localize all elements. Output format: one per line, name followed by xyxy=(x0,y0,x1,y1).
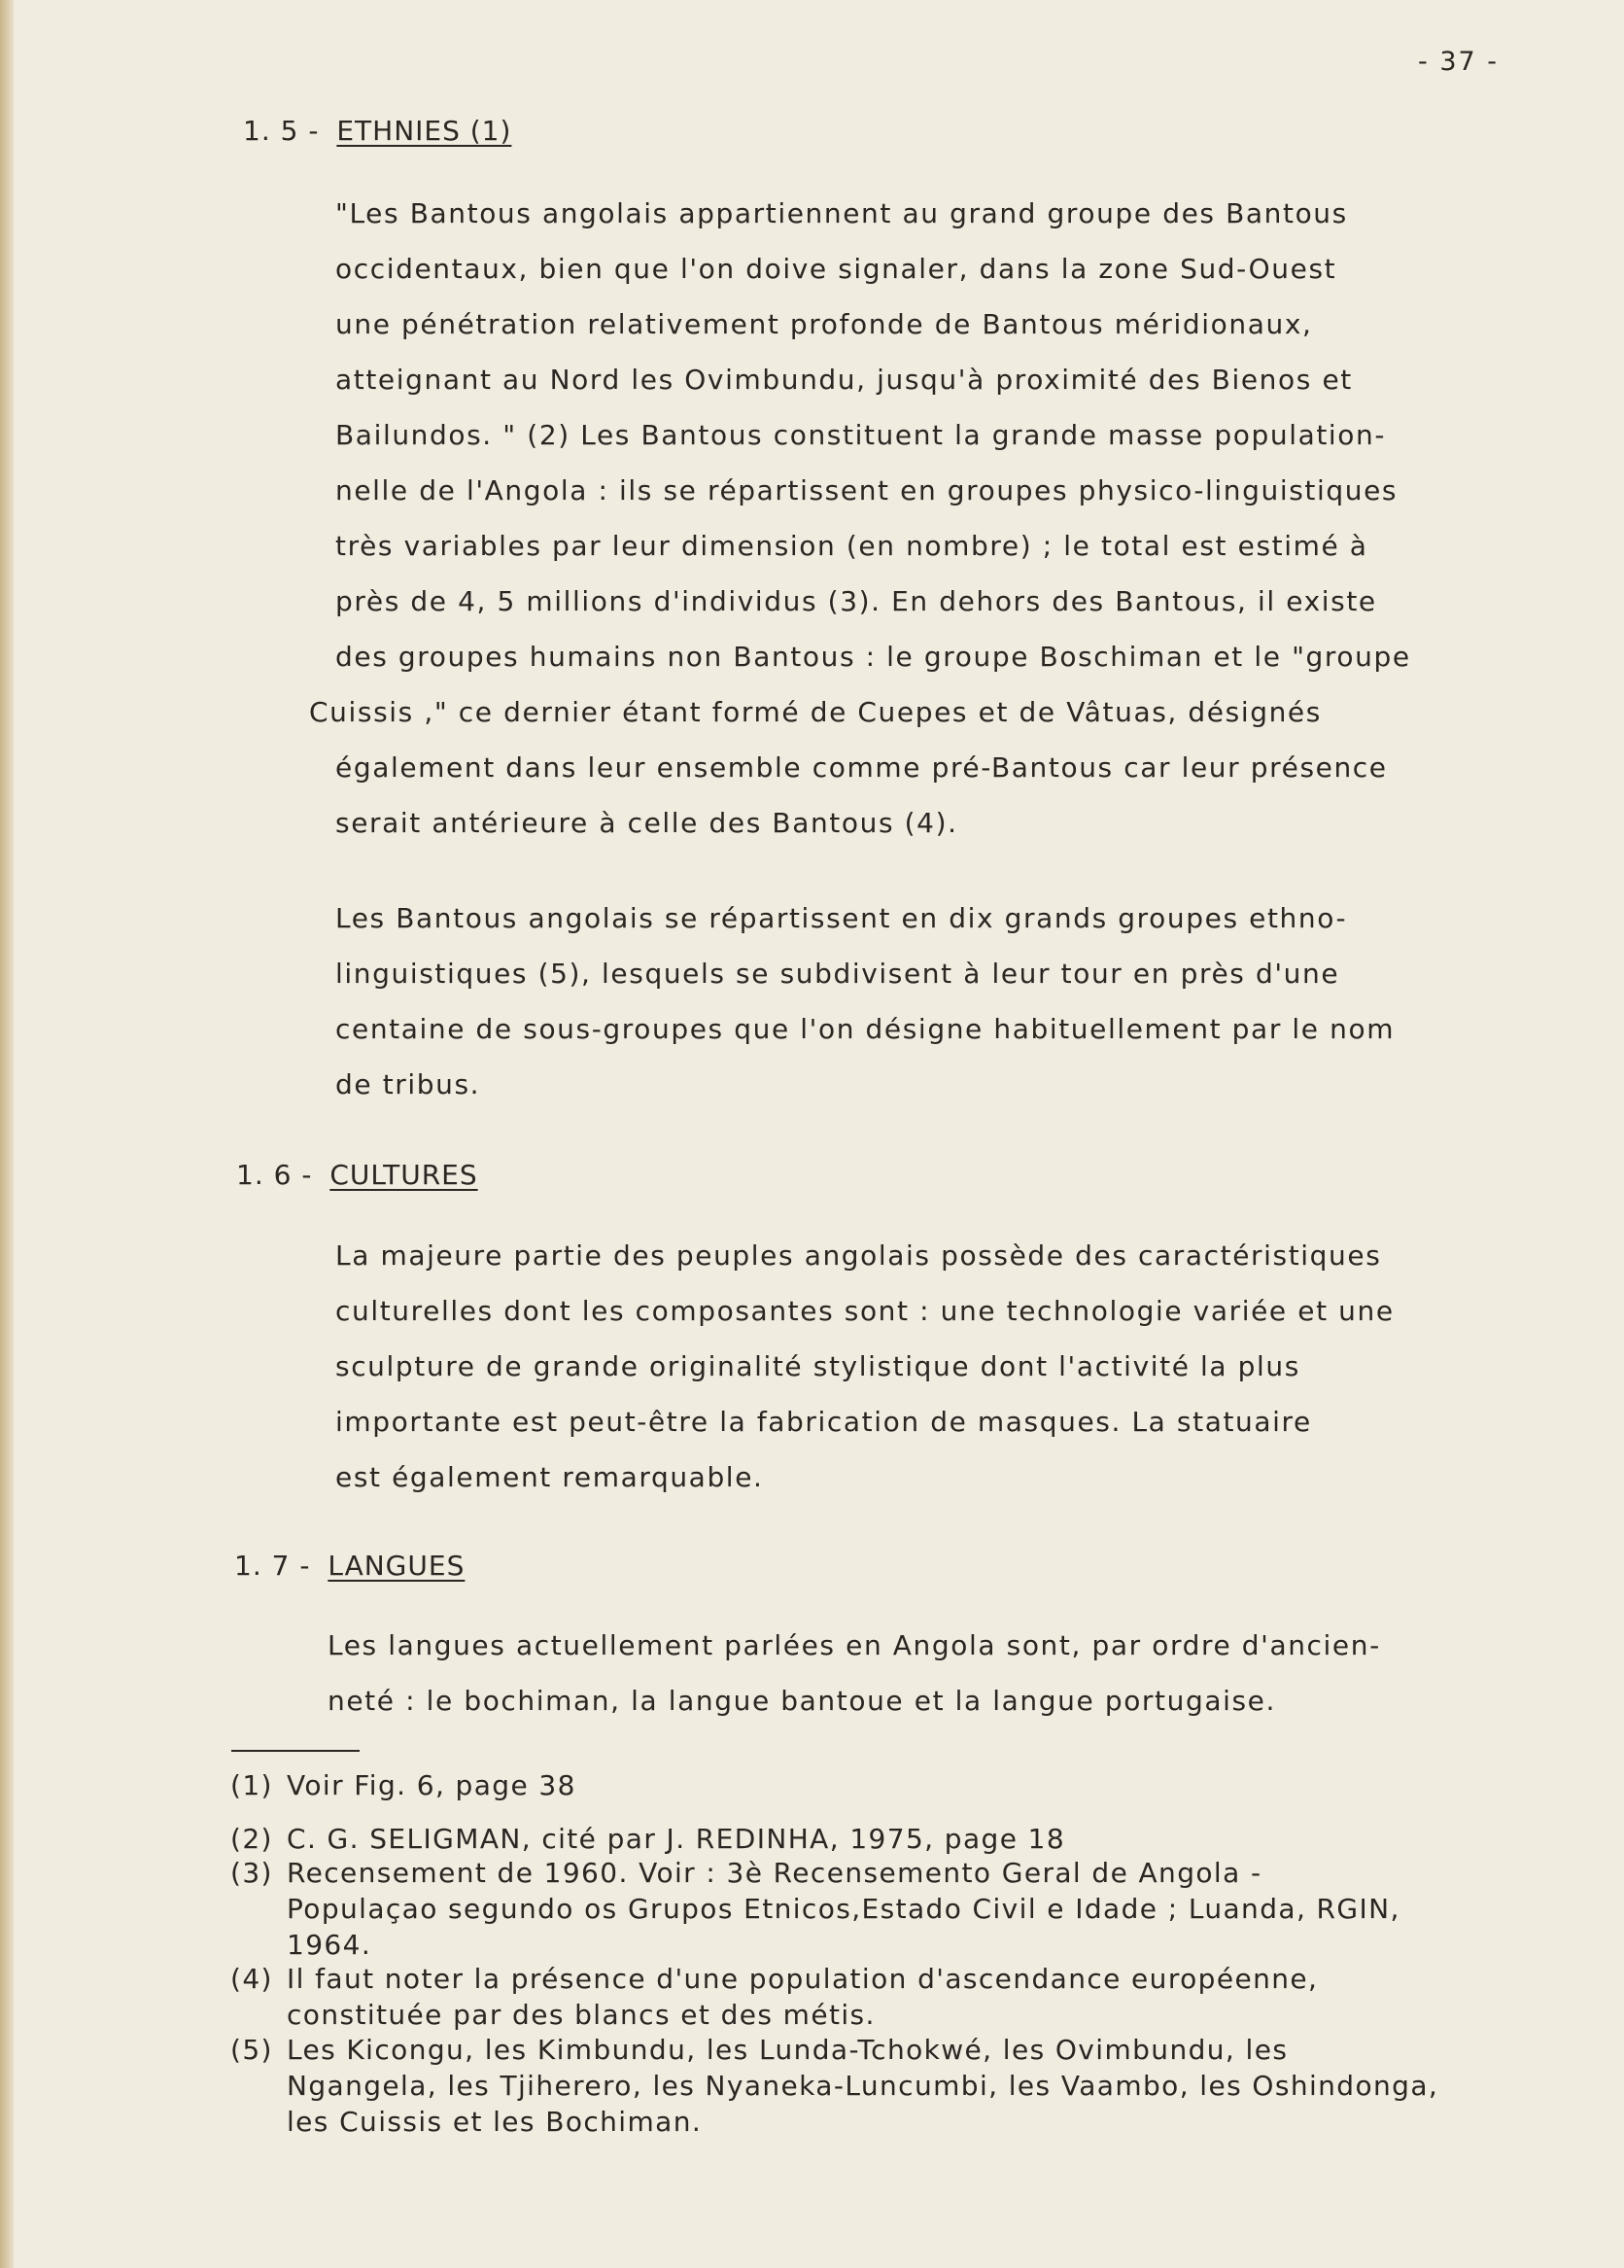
text-line: serait antérieure à celle des Bantous (4). xyxy=(335,807,958,839)
section-title: ETHNIES (1) xyxy=(336,115,512,147)
text-line: près de 4, 5 millions d'individus (3). En dehors des Bantous, il existe xyxy=(335,585,1377,617)
text-line: culturelles dont les composantes sont : une technologie variée et une xyxy=(335,1295,1395,1327)
text-line: occidentaux, bien que l'on doive signaler, dans la zone Sud-Ouest xyxy=(335,253,1337,285)
footnote-mark: (2) xyxy=(230,1823,273,1855)
page-number: - 37 - xyxy=(1418,47,1500,77)
text-line: importante est peut-être la fabrication de masques. La statuaire xyxy=(335,1406,1312,1438)
text-line: sculpture de grande originalité stylistique dont l'activité la plus xyxy=(335,1350,1300,1382)
footnote-separator xyxy=(231,1750,360,1752)
text-line: une pénétration relativement profonde de Bantous méridionaux, xyxy=(335,308,1313,340)
text-line: nelle de l'Angola : ils se répartissent en groupes physico-linguistiques xyxy=(335,474,1399,506)
paragraph xyxy=(328,1618,1523,1728)
text-line: La majeure partie des peuples angolais possède des caractéristiques xyxy=(335,1239,1382,1272)
text-line: Les Bantous angolais se répartissent en dix grands groupes ethno- xyxy=(335,902,1348,934)
footnote-line: les Cuissis et les Bochiman. xyxy=(287,2106,703,2138)
text-line: "Les Bantous angolais appartiennent au grand groupe des Bantous xyxy=(335,197,1348,229)
section-heading-cultures xyxy=(236,1159,478,1191)
section-number: 1. 5 - xyxy=(243,115,320,147)
footnote-line: constituée par des blancs et des métis. xyxy=(287,1999,876,2031)
footnote-mark: (1) xyxy=(230,1769,273,1801)
section-number: 1. 7 - xyxy=(234,1550,311,1582)
footnote xyxy=(230,1821,1065,1857)
footnote-mark: (5) xyxy=(230,2034,273,2066)
paragraph xyxy=(335,890,1531,1112)
section-number: 1. 6 - xyxy=(236,1159,313,1191)
text-line: est également remarquable. xyxy=(335,1461,764,1493)
footnote-line: Il faut noter la présence d'une population d'ascendance européenne, xyxy=(287,1963,1319,1995)
footnote xyxy=(230,1767,576,1803)
footnote-mark: (4) xyxy=(230,1963,273,1995)
paragraph xyxy=(335,1228,1531,1505)
footnote xyxy=(230,2032,1438,2140)
text-line: également dans leur ensemble comme pré-Bantous car leur présence xyxy=(335,751,1388,784)
footnote xyxy=(230,1961,1318,2033)
footnote-line: Recensement de 1960. Voir : 3è Recensemento Geral de Angola - xyxy=(287,1857,1262,1889)
footnote-line: 1964. xyxy=(287,1929,372,1961)
text-line: de tribus. xyxy=(335,1068,481,1100)
text-line: Les langues actuellement parlées en Angola sont, par ordre d'ancien- xyxy=(328,1629,1381,1661)
section-heading-ethnies xyxy=(243,115,511,147)
footnote xyxy=(230,1855,1400,1963)
footnote-line: Populaçao segundo os Grupos Etnicos,Estado Civil e Idade ; Luanda, RGIN, xyxy=(287,1893,1400,1925)
text-line: neté : le bochiman, la langue bantoue et la langue portugaise. xyxy=(328,1685,1276,1717)
footnote-mark: (3) xyxy=(230,1857,273,1889)
page-edge-shadow xyxy=(0,0,14,2268)
footnote-line: Les Kicongu, les Kimbundu, les Lunda-Tchokwé, les Ovimbundu, les xyxy=(287,2034,1289,2066)
footnote-line: Voir Fig. 6, page 38 xyxy=(287,1769,576,1801)
text-line: Bailundos. " (2) Les Bantous constituent la grande masse population- xyxy=(335,419,1387,451)
text-line: Cuissis ," ce dernier étant formé de Cuepes et de Vâtuas, désignés xyxy=(309,696,1322,728)
text-line: centaine de sous-groupes que l'on désigne habituellement par le nom xyxy=(335,1013,1396,1045)
section-title: LANGUES xyxy=(328,1550,466,1582)
footnote-line: C. G. SELIGMAN, cité par J. REDINHA, 1975, page 18 xyxy=(287,1823,1066,1855)
text-line: très variables par leur dimension (en nombre) ; le total est estimé à xyxy=(335,530,1368,562)
text-line: linguistiques (5), lesquels se subdivisent à leur tour en près d'une xyxy=(335,958,1340,990)
section-heading-langues xyxy=(234,1550,465,1582)
paragraph xyxy=(309,186,1531,851)
footnote-line: Ngangela, les Tjiherero, les Nyaneka-Luncumbi, les Vaambo, les Oshindonga, xyxy=(287,2070,1439,2102)
text-line: des groupes humains non Bantous : le groupe Boschiman et le "groupe xyxy=(335,641,1411,673)
text-line: atteignant au Nord les Ovimbundu, jusqu'à proximité des Bienos et xyxy=(335,364,1353,396)
section-title: CULTURES xyxy=(329,1159,478,1191)
